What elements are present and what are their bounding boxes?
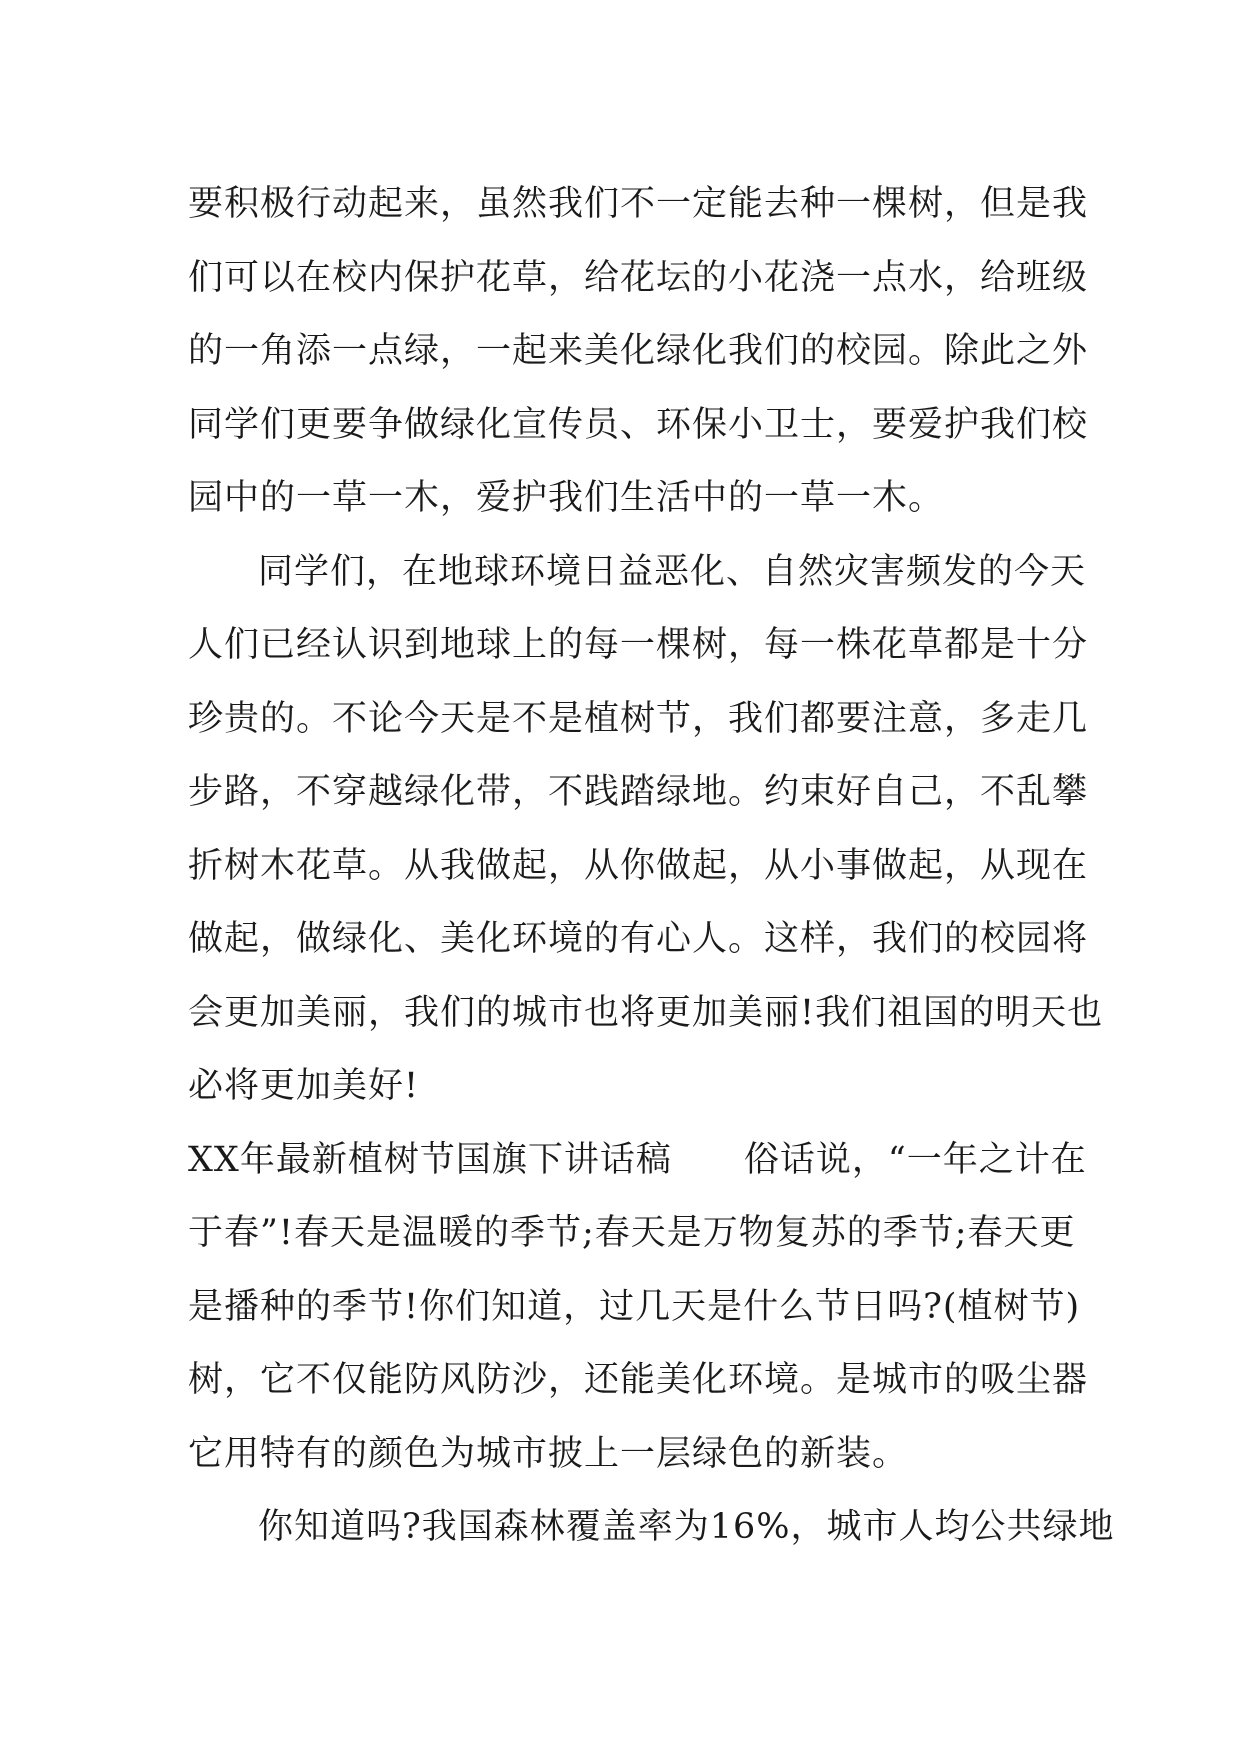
text-line: 要积极行动起来，虽然我们不一定能去种一棵树，但是我: [188, 184, 1089, 224]
text-line: 园中的一草一木，爱护我们生活中的一草一木。: [188, 478, 945, 518]
text-line: 做起，做绿化、美化环境的有心人。这样，我们的校园将: [188, 919, 1089, 959]
section-title-line: XX年最新植树节国旗下讲话稿 俗话说，“一年之计在: [188, 1139, 1087, 1180]
paragraph-start-line: 同学们，在地球环境日益恶化、自然灾害频发的今天: [258, 551, 1087, 592]
text-line: 步路，不穿越绿化带，不践踏绿地。约束好自己，不乱攀: [188, 772, 1089, 812]
text-line: 会更加美丽，我们的城市也将更加美丽!我们祖国的明天也: [188, 992, 1104, 1033]
text-line: 于春”!春天是温暖的季节;春天是万物复苏的季节;春天更: [188, 1213, 1076, 1253]
text-line: 同学们更要争做绿化宣传员、环保小卫士，要爱护我们校: [188, 404, 1089, 445]
text-line: 人们已经认识到地球上的每一棵树，每一株花草都是十分: [188, 625, 1089, 665]
text-line: 们可以在校内保护花草，给花坛的小花浇一点水，给班级: [188, 257, 1089, 298]
text-line: 珍贵的。不论今天是不是植树节，我们都要注意，多走几: [188, 698, 1089, 739]
paragraph-start-line: 你知道吗?我国森林覆盖率为16%，城市人均公共绿地: [258, 1507, 1115, 1547]
text-line: 它用特有的颜色为城市披上一层绿色的新装。: [188, 1433, 909, 1474]
body-text: [188, 168, 1115, 1565]
text-line: 折树木花草。从我做起，从你做起，从小事做起，从现在: [188, 845, 1089, 886]
text-line: 树，它不仅能防风防沙，还能美化环境。是城市的吸尘器: [188, 1360, 1089, 1400]
text-line: 是播种的季节!你们知道，过几天是什么节日吗?(植树节): [188, 1286, 1081, 1327]
text-line: 的一角添一点绿，一起来美化绿化我们的校园。除此之外: [188, 331, 1089, 371]
text-line: 必将更加美好!: [188, 1066, 420, 1106]
